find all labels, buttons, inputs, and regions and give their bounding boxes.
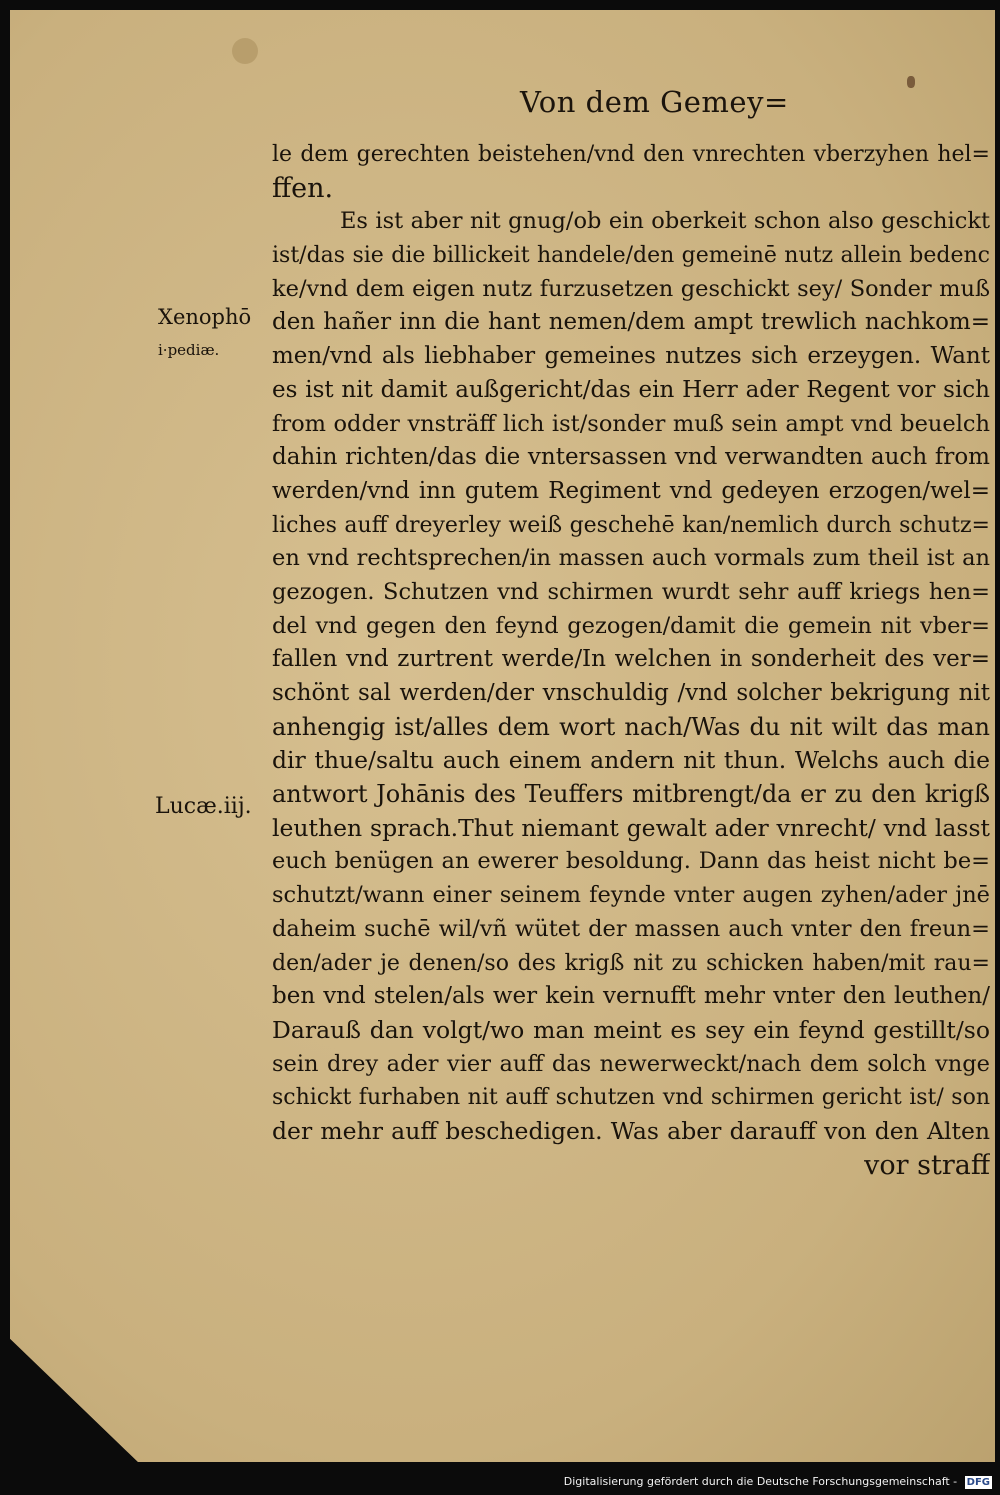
text-line: antwort Johānis des Teuffers mitbrengt/da er zu den krigß bbox=[272, 780, 990, 809]
ink-mark bbox=[907, 76, 915, 88]
text-line: del vnd gegen den feynd gezogen/damit die gemein nit vber= bbox=[272, 612, 990, 639]
text-line: fallen vnd zurtrent werde/In welchen in sonderheit des ver= bbox=[272, 646, 990, 673]
text-line: euch benügen an ewerer besoldung. Dann das heist nicht be= bbox=[272, 848, 990, 875]
text-line: schutzt/wann einer seinem feynde vnter augen zyhen/ader jnē bbox=[272, 882, 990, 909]
text-line: le dem gerechten beistehen/vnd den vnrechten vberzyhen hel= bbox=[272, 142, 990, 167]
text-line: ke/vnd dem eigen nutz furzusetzen geschickt sey/ Sonder muß bbox=[272, 275, 990, 302]
text-line: anhengig ist/alles dem wort nach/Was du nit wilt das man bbox=[272, 712, 990, 741]
text-line: schönt sal werden/der vnschuldig /vnd solcher bekrigung nit bbox=[272, 680, 990, 706]
text-line: gezogen. Schutzen vnd schirmen wurdt sehr auff kriegs hen= bbox=[272, 578, 990, 605]
text-line: Es ist aber nit gnug/ob ein oberkeit schon also geschickt bbox=[340, 208, 990, 235]
catchword: vor straff bbox=[864, 1149, 990, 1181]
text-line: from odder vnsträff lich ist/sonder muß sein ampt vnd beuelch bbox=[272, 410, 990, 437]
text-line: dahin richten/das die vntersassen vnd verwandten auch from bbox=[272, 444, 990, 471]
text-line: schickt furhaben nit auff schutzen vnd schirmen gericht ist/ son bbox=[272, 1085, 990, 1111]
text-line: werden/vnd inn gutem Regiment vnd gedeyen erzogen/wel= bbox=[272, 477, 990, 504]
running-header: Von dem Gemey= bbox=[520, 85, 789, 119]
text-line: Darauß dan volgt/wo man meint es sey ein feynd gestillt/so bbox=[272, 1015, 990, 1044]
text-line: der mehr auff beschedigen. Was aber darauff von den Alten bbox=[272, 1116, 990, 1145]
text-line: es ist nit damit außgericht/das ein Herr ader Regent vor sich bbox=[272, 376, 990, 403]
text-line: liches auff dreyerley weiß geschehē kan/nemlich durch schutz= bbox=[272, 512, 990, 538]
text-line: ist/das sie die billickeit handele/den gemeinē nutz allein bedenc bbox=[272, 243, 990, 269]
digitization-footer bbox=[0, 1475, 992, 1491]
page-stain bbox=[232, 38, 258, 64]
dfg-logo: DFG bbox=[966, 1476, 990, 1488]
text-line: den/ader je denen/so des krigß nit zu schicken haben/mit rau= bbox=[272, 950, 990, 976]
footer-text: Digitalisierung gefördert durch die Deutsche Forschungsgemeinschaft - bbox=[563, 1475, 958, 1488]
text-line: ffen. bbox=[272, 172, 334, 204]
text-line: daheim suchē wil/vñ wütet der massen auch vnter den freun= bbox=[272, 915, 990, 942]
text-line: leuthen sprach.Thut niemant gewalt ader vnrecht/ vnd lasst bbox=[272, 813, 990, 842]
margin-note-luke: Lucæ.iij. bbox=[155, 794, 252, 819]
margin-note-xenophon: Xenophō bbox=[158, 305, 252, 329]
text-line: dir thue/saltu auch einem andern nit thun. Welchs auch die bbox=[272, 746, 990, 775]
body-text bbox=[272, 138, 990, 1182]
text-line: sein drey ader vier auff das newerweckt/nach dem solch vnge bbox=[272, 1050, 990, 1077]
text-line: men/vnd als liebhaber gemeines nutzes sich erzeygen. Want bbox=[272, 343, 990, 370]
text-line: ben vnd stelen/als wer kein vernufft mehr vnter den leuthen/ bbox=[272, 983, 990, 1010]
text-line: en vnd rechtsprechen/in massen auch vormals zum theil ist an bbox=[272, 545, 990, 572]
text-line: den hañer inn die hant nemen/dem ampt trewlich nachkom= bbox=[272, 309, 990, 336]
margin-note-cyropaedia: i·pediæ. bbox=[158, 341, 220, 359]
